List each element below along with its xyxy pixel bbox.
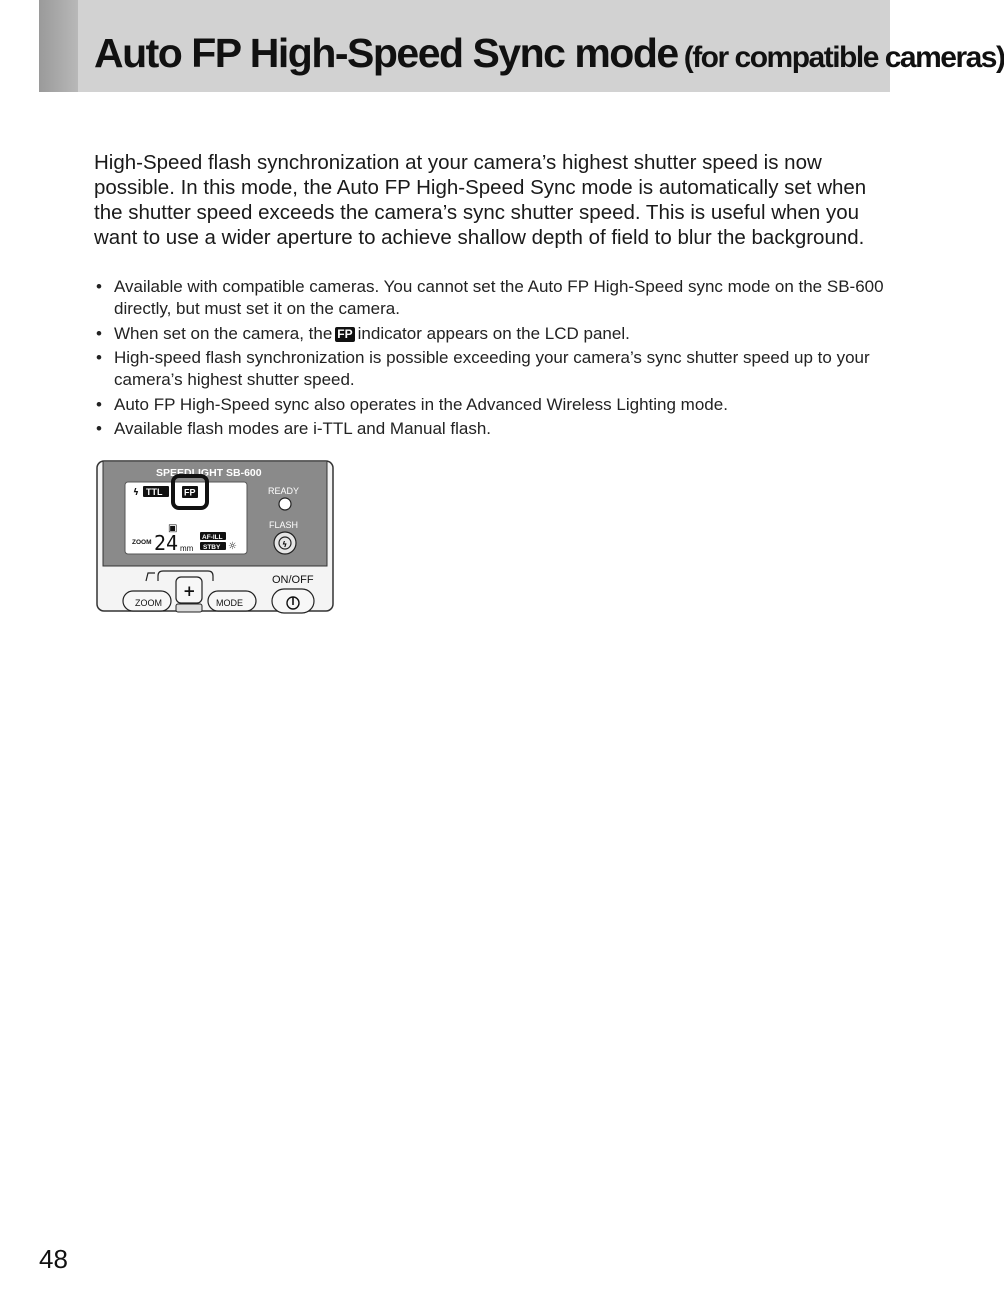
afill-badge: AF-ILL xyxy=(202,534,223,541)
bullet-item: • Available with compatible cameras. You cannot set the Auto FP High-Speed sync mode on the SB-600 directly, but must set it on the camera. xyxy=(94,276,894,320)
fp-indicator-icon: FP xyxy=(337,326,353,341)
title-subtitle: (for compatible cameras) xyxy=(683,41,1004,74)
model-label: SPEEDLIGHT SB-600 xyxy=(156,467,262,479)
title-main: Auto FP High-Speed Sync mode xyxy=(94,30,678,76)
mode-button-label: MODE xyxy=(216,598,243,608)
ready-label: READY xyxy=(268,486,300,496)
page-number: 48 xyxy=(39,1244,68,1274)
header-bar xyxy=(39,0,1004,92)
header-accent-strip xyxy=(39,0,78,92)
bullet-item: • High-speed flash synchronization is possible exceeding your camera’s sync shutter speed up to your camera’s highest shutter speed. xyxy=(94,347,894,391)
onoff-label: ON/OFF xyxy=(272,574,314,586)
sb600-control-panel-illustration xyxy=(96,460,336,614)
bullet-item xyxy=(94,323,894,345)
bullet-list xyxy=(94,276,894,443)
fp-badge: FP xyxy=(184,487,196,498)
mm-unit: mm xyxy=(180,544,194,553)
minus-button[interactable] xyxy=(176,604,202,612)
stby-badge: STBY xyxy=(203,544,221,551)
bullet-item: • Available flash modes are i-TTL and Manual flash. xyxy=(94,418,894,440)
sun-icon: ☼ xyxy=(228,541,237,552)
camera-icon: ▣ xyxy=(168,523,178,534)
page-title xyxy=(94,30,1004,77)
zoom-value: 24 xyxy=(154,531,179,555)
flash-bolt-button-icon: ϟ xyxy=(282,540,288,549)
flash-label: FLASH xyxy=(269,520,299,530)
zoom-small-label: ZOOM xyxy=(132,539,152,546)
bullet-text: When set on the camera, the xyxy=(114,323,333,343)
bullet-item: • Auto FP High-Speed sync also operates in the Advanced Wireless Lighting mode. xyxy=(94,394,894,416)
bullet-text: indicator appears on the LCD panel. xyxy=(357,323,630,343)
flash-bolt-icon: ϟ xyxy=(133,488,139,498)
ready-light xyxy=(279,498,291,510)
intro-paragraph: High-Speed flash synchronization at your camera’s highest shutter speed is now possible. In this mode, the Auto FP High-Speed Sync mode is automatically set when the shutter speed exceeds the camera’s sync shutter speed. This is useful when you want to use a wider aperture to achieve shallow depth of field to blur the background. xyxy=(94,151,867,249)
ttl-badge: TTL xyxy=(146,487,163,497)
zoom-button-label: ZOOM xyxy=(135,598,162,608)
plus-symbol: + xyxy=(183,582,196,600)
